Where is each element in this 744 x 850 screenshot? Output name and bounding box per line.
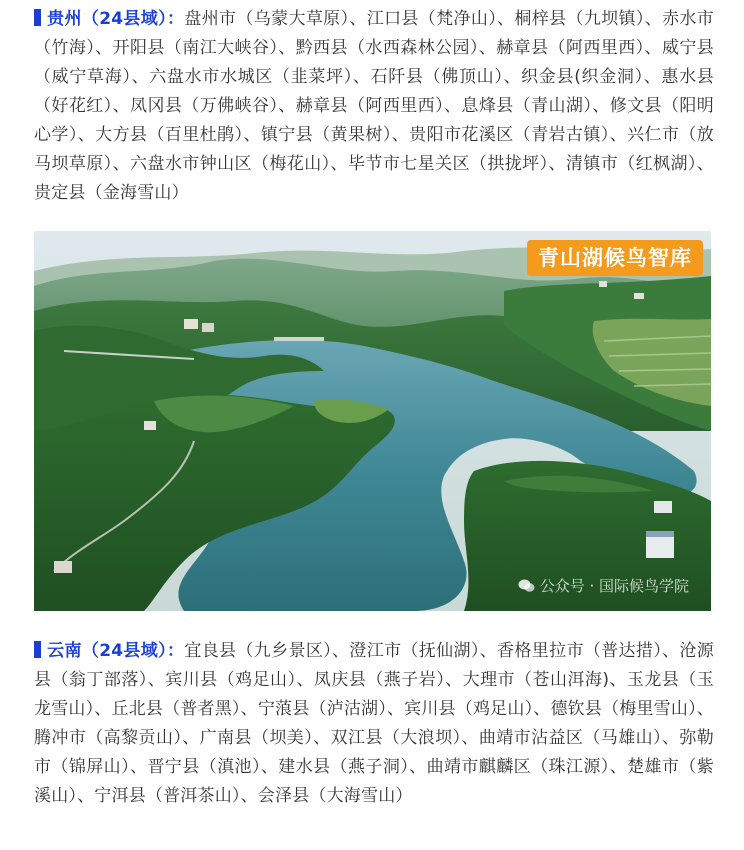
wechat-icon [518,579,535,593]
yunnan-section [34,637,714,811]
yunnan-county-list: 宜良县（九乡景区）、澄江市（抚仙湖）、香格里拉市（普达措）、沧源县（翁丁部落）、宾川县（鸡足山）、凤庆县（燕子岩）、大理市（苍山洱海)、玉龙县（玉龙雪山）、丘北县（普者黑）、宁蒗县（泸沽湖）、宾川县（鸡足山）、德钦县（梅里雪山）、腾冲市（高黎贡山）、广南县（坝美）、双江县（大浪坝）、曲靖市沾益区（马雄山）、弥勒市（锦屏山）、晋宁县（滇池）、建水县（燕子洞）、曲靖市麒麟区（珠江源）、楚雄市（紫溪山）、宁洱县（普洱茶山）、会泽县（大海雪山） [34,641,714,806]
watermark-text: 公众号 · 国际候鸟学院 [539,577,689,595]
yunnan-heading: 云南（24县域）： [47,641,185,661]
wechat-watermark [518,577,689,595]
section-marker-bar [34,641,41,658]
lake-scene-illustration [34,231,711,611]
lake-aerial-photo [34,231,711,611]
section-marker-bar [34,9,41,26]
guizhou-heading: 贵州（24县域）： [47,9,185,29]
guizhou-section [34,5,714,208]
guizhou-county-list: 盘州市（乌蒙大草原）、江口县（梵净山）、桐梓县（九坝镇）、赤水市（竹海）、开阳县（南江大峡谷）、黔西县（水西森林公园）、赫章县（阿西里西）、威宁县（威宁草海）、六盘水市水城区（韭菜坪）、石阡县（佛顶山）、织金县(织金洞）、惠水县（好花红）、凤冈县（万佛峡谷）、赫章县（阿西里西）、息烽县（青山湖）、修文县（阳明心学）、大方县（百里杜鹃）、镇宁县（黄果树）、贵阳市花溪区（青岩古镇）、兴仁市（放马坝草原）、六盘水市钟山区（梅花山）、毕节市七星关区（拱拢坪）、清镇市（红枫湖）、贵定县（金海雪山） [34,9,714,203]
photo-caption-badge: 青山湖候鸟智库 [527,240,703,276]
